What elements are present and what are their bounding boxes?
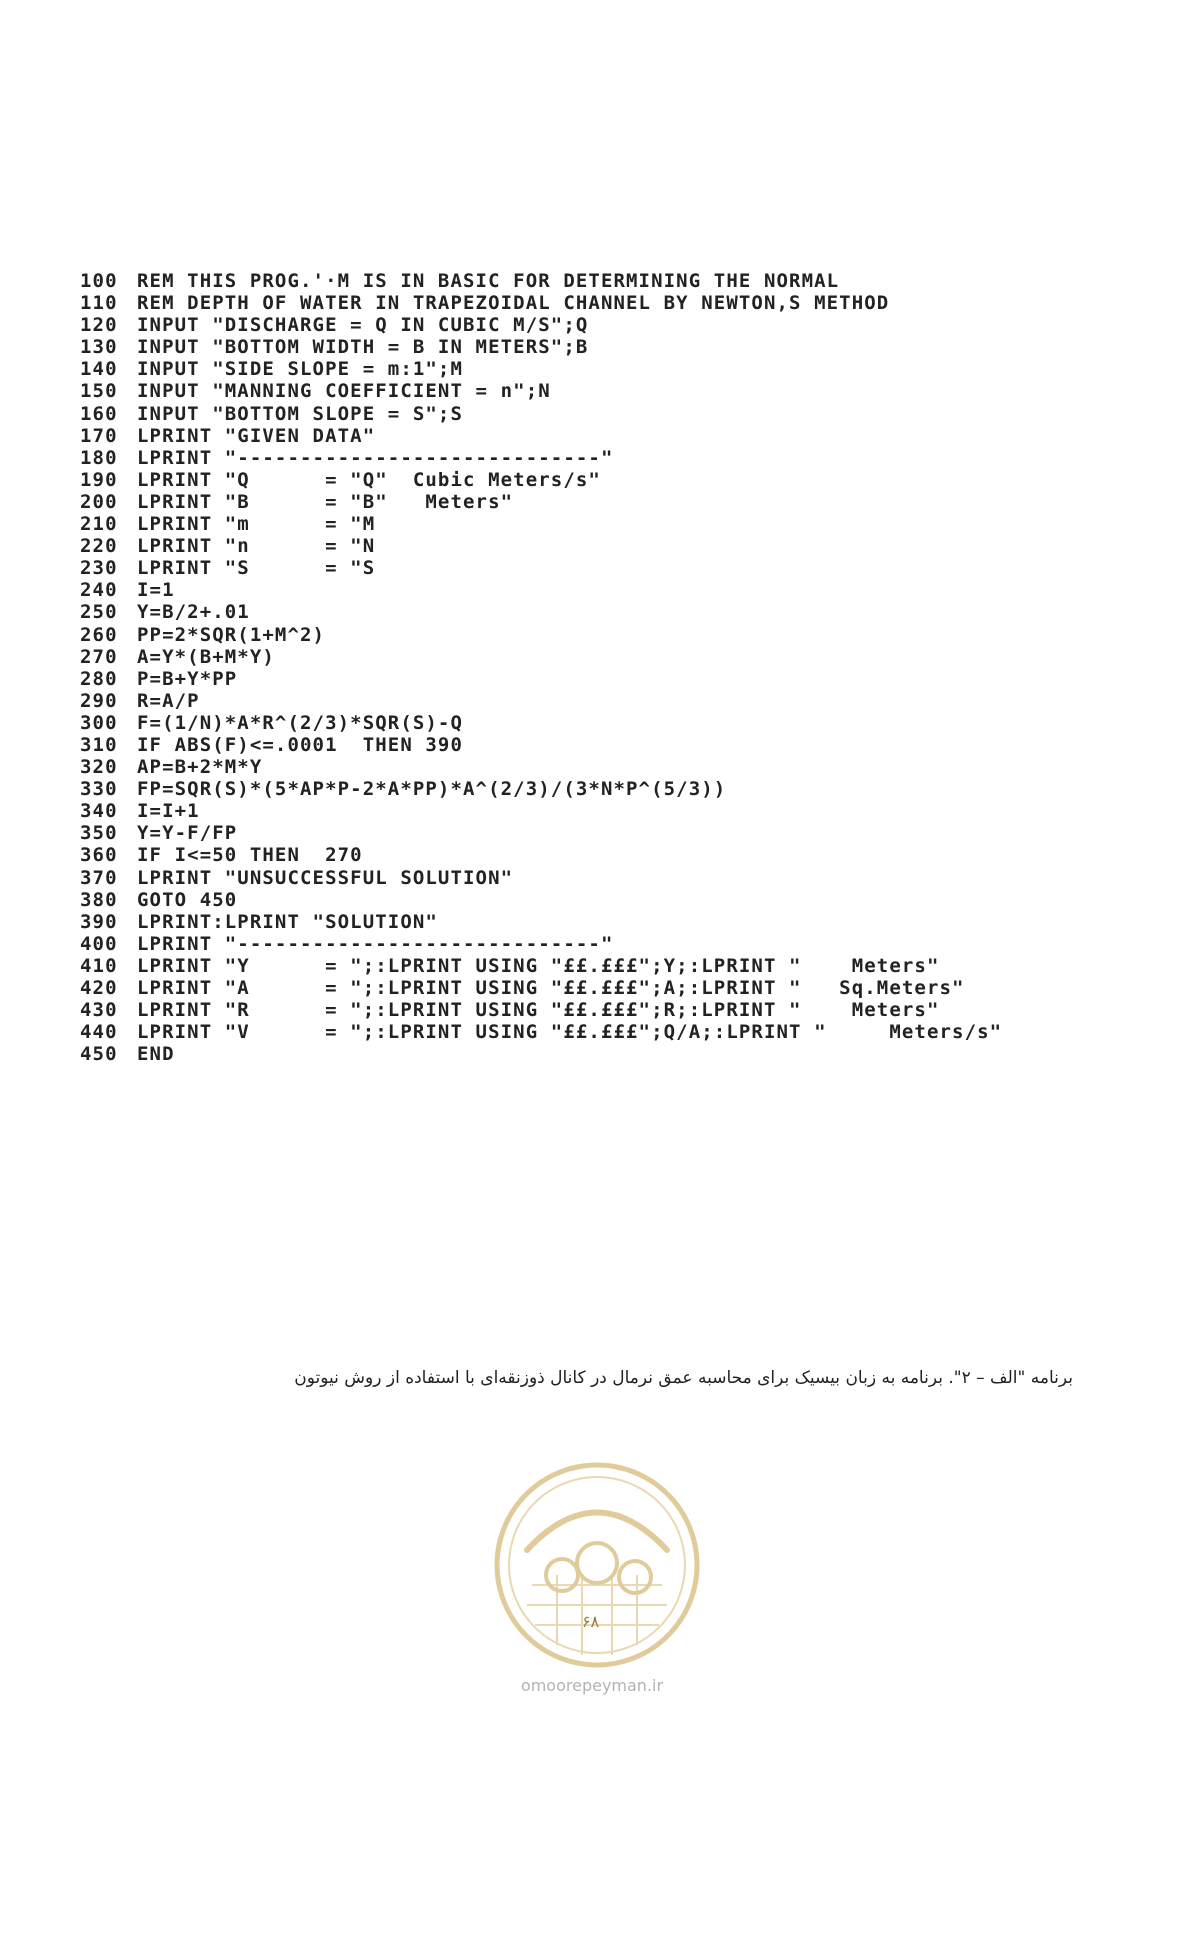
code-line xyxy=(80,314,1120,336)
code-line xyxy=(80,822,1120,844)
line-number: 160 xyxy=(80,402,118,425)
code-line xyxy=(80,867,1120,889)
code-line xyxy=(80,557,1120,579)
line-code: LPRINT "n = "N xyxy=(137,535,376,558)
line-number: 340 xyxy=(80,800,118,823)
code-line xyxy=(80,270,1120,292)
line-code: AP=B+2*M*Y xyxy=(137,756,263,779)
line-number: 420 xyxy=(80,977,118,999)
line-number: 250 xyxy=(80,601,118,624)
code-line xyxy=(80,513,1120,535)
line-code: LPRINT:LPRINT "SOLUTION" xyxy=(137,910,438,933)
line-number: 370 xyxy=(80,866,118,889)
line-code: I=I+1 xyxy=(137,800,200,823)
line-number: 320 xyxy=(80,756,118,779)
line-code: LPRINT "m = "M xyxy=(137,513,376,536)
code-line xyxy=(80,469,1120,491)
code-line xyxy=(80,403,1120,425)
code-line xyxy=(80,646,1120,668)
line-code: A=Y*(B+M*Y) xyxy=(137,645,275,668)
code-line xyxy=(80,425,1120,447)
code-line xyxy=(80,491,1120,513)
code-line xyxy=(80,447,1120,469)
line-number: 440 xyxy=(80,1021,118,1044)
line-number: 210 xyxy=(80,513,118,536)
figure-caption: برنامه "الف – ۲". برنامه به زبان بیسیک برای محاسبه عمق نرمال در کانال ذوزنقه‌ای با استفاده از روش نیوتون xyxy=(294,1368,1073,1388)
line-code: INPUT "BOTTOM WIDTH = B IN METERS";B xyxy=(137,336,589,359)
basic-program-listing xyxy=(80,270,1120,1065)
line-number: 450 xyxy=(80,1043,118,1066)
line-number: 220 xyxy=(80,535,118,558)
line-code: PP=2*SQR(1+M^2) xyxy=(137,623,326,646)
line-code: LPRINT "R = ";:LPRINT USING "££.£££";R;:LPRINT " Meters" xyxy=(137,999,940,1022)
code-line xyxy=(80,690,1120,712)
code-line xyxy=(80,1043,1120,1065)
line-code: LPRINT "V = ";:LPRINT USING "££.£££";Q/A;:LPRINT " Meters/s" xyxy=(137,1021,1003,1044)
line-number: 350 xyxy=(80,822,118,845)
line-code: Y=Y-F/FP xyxy=(137,822,238,845)
code-line xyxy=(80,889,1120,911)
code-line xyxy=(80,844,1120,866)
watermark-seal-icon xyxy=(487,1455,707,1675)
line-number: 290 xyxy=(80,689,118,712)
line-number: 270 xyxy=(80,645,118,668)
line-number: 140 xyxy=(80,358,118,381)
code-line xyxy=(80,601,1120,623)
line-number: 230 xyxy=(80,557,118,580)
line-number: 130 xyxy=(80,336,118,359)
code-line xyxy=(80,800,1120,822)
line-code: LPRINT "Q = "Q" Cubic Meters/s" xyxy=(137,468,601,491)
line-number: 190 xyxy=(80,468,118,491)
line-code: IF ABS(F)<=.0001 THEN 390 xyxy=(137,733,464,756)
code-line xyxy=(80,756,1120,778)
code-line xyxy=(80,336,1120,358)
line-code: INPUT "DISCHARGE = Q IN CUBIC M/S";Q xyxy=(137,314,589,337)
line-code: INPUT "BOTTOM SLOPE = S";S xyxy=(137,402,464,425)
code-line xyxy=(80,734,1120,756)
line-code: LPRINT "Y = ";:LPRINT USING "££.£££";Y;:LPRINT " Meters" xyxy=(137,954,940,977)
line-code: P=B+Y*PP xyxy=(137,667,238,690)
line-number: 100 xyxy=(80,270,118,292)
line-number: 180 xyxy=(80,446,118,469)
code-line xyxy=(80,292,1120,314)
code-line xyxy=(80,911,1120,933)
code-line xyxy=(80,955,1120,977)
code-line xyxy=(80,778,1120,800)
line-number: 280 xyxy=(80,667,118,690)
line-number: 430 xyxy=(80,999,118,1022)
line-code: LPRINT "-----------------------------" xyxy=(137,446,614,469)
line-code: INPUT "SIDE SLOPE = m:1";M xyxy=(137,358,464,381)
page-number: ۶۸ xyxy=(582,1612,600,1631)
line-code: LPRINT "B = "B" Meters" xyxy=(137,490,514,513)
line-code: INPUT "MANNING COEFFICIENT = n";N xyxy=(137,380,551,403)
line-code: GOTO 450 xyxy=(137,888,238,911)
line-number: 260 xyxy=(80,623,118,646)
code-line xyxy=(80,380,1120,402)
line-number: 380 xyxy=(80,888,118,911)
watermark-site-url: omoorepeyman.ir xyxy=(520,1676,664,1695)
line-number: 240 xyxy=(80,579,118,602)
code-line xyxy=(80,712,1120,734)
line-code: Y=B/2+.01 xyxy=(137,601,250,624)
line-code: F=(1/N)*A*R^(2/3)*SQR(S)-Q xyxy=(137,711,464,734)
line-number: 360 xyxy=(80,844,118,867)
line-number: 300 xyxy=(80,711,118,734)
line-number: 310 xyxy=(80,733,118,756)
code-line xyxy=(80,579,1120,601)
line-number: 170 xyxy=(80,424,118,447)
line-code: REM DEPTH OF WATER IN TRAPEZOIDAL CHANNEL BY NEWTON,S METHOD xyxy=(137,292,890,315)
line-code: END xyxy=(137,1043,175,1066)
line-code: LPRINT "-----------------------------" xyxy=(137,932,614,955)
line-number: 410 xyxy=(80,954,118,977)
line-code: FP=SQR(S)*(5*AP*P-2*A*PP)*A^(2/3)/(3*N*P^(5/3)) xyxy=(137,778,727,801)
code-line xyxy=(80,358,1120,380)
code-line xyxy=(80,535,1120,557)
code-line xyxy=(80,977,1120,999)
line-code: LPRINT "GIVEN DATA" xyxy=(137,424,376,447)
line-code: REM THIS PROG.'·M IS IN BASIC FOR DETERMINING THE NORMAL xyxy=(137,270,840,292)
code-line xyxy=(80,624,1120,646)
line-number: 150 xyxy=(80,380,118,403)
code-line xyxy=(80,668,1120,690)
line-number: 200 xyxy=(80,490,118,513)
line-code: LPRINT "S = "S xyxy=(137,557,376,580)
line-number: 400 xyxy=(80,932,118,955)
line-code: I=1 xyxy=(137,579,175,602)
code-line xyxy=(80,1021,1120,1043)
code-line xyxy=(80,933,1120,955)
line-code: LPRINT "UNSUCCESSFUL SOLUTION" xyxy=(137,866,514,889)
line-number: 120 xyxy=(80,314,118,337)
line-number: 330 xyxy=(80,778,118,801)
line-code: R=A/P xyxy=(137,689,200,712)
line-number: 110 xyxy=(80,292,118,315)
line-code: IF I<=50 THEN 270 xyxy=(137,844,363,867)
line-code: LPRINT "A = ";:LPRINT USING "££.£££";A;:LPRINT " Sq.Meters" xyxy=(137,977,965,999)
line-number: 390 xyxy=(80,910,118,933)
code-line xyxy=(80,999,1120,1021)
